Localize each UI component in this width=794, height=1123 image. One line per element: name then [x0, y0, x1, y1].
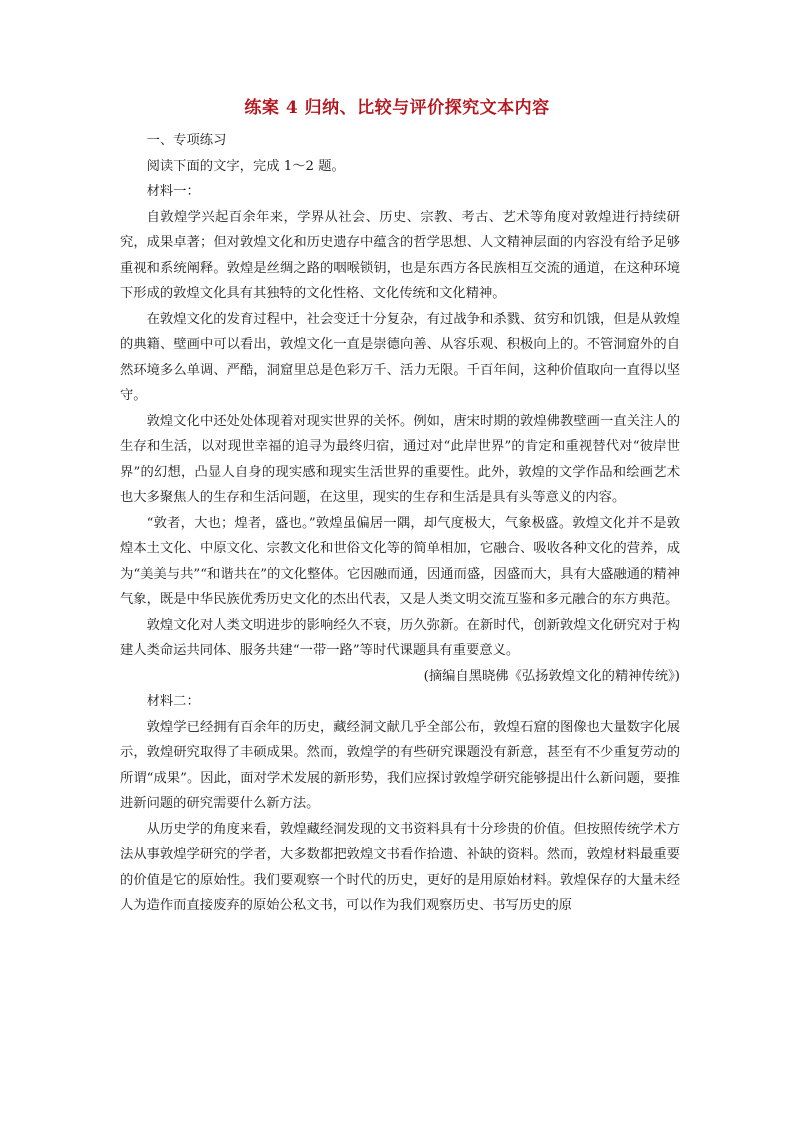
material-one-paragraph-1: 自敦煌学兴起百余年来，学界从社会、历史、宗教、考古、艺术等角度对敦煌进行持续研究，成果卓著；但对敦煌文化和历史遗存中蕴含的哲学思想、人文精神层面的内容没有给予足够重视和系统阐释。敦煌是丝绸之路的咽喉锁钥，也是东西方各民族相互交流的通道，在这种环境下形成的敦煌文化具有其独特的文化性格、文化传统和文化精神。 — [120, 209, 680, 301]
page-title: 练案 4 归纳、比较与评价探究文本内容 — [244, 98, 550, 118]
section-heading: 一、专项练习 — [146, 133, 227, 148]
material-one-label: 材料一： — [146, 184, 200, 199]
material-one-paragraph-5: 敦煌文化对人类文明进步的影响经久不衰，历久弥新。在新时代，创新敦煌文化研究对于构建人类命运共同体、服务共建“一带一路”等时代课题具有重要意义。 — [120, 617, 680, 658]
material-one-paragraph-2: 在敦煌文化的发育过程中，社会变迁十分复杂，有过战争和杀戮、贫穷和饥饿，但是从敦煌的典籍、壁画中可以看出，敦煌文化一直是崇德向善、从容乐观、积极向上的。不管洞窟外的自然环境多么单调、严酷，洞窟里总是色彩万千、活力无限。千百年间，这种价值取向一直得以坚守。 — [120, 311, 680, 403]
material-one-paragraph-3: 敦煌文化中还处处体现着对现实世界的关怀。例如，唐宋时期的敦煌佛教壁画一直关注人的生存和生活，以对现世幸福的追寻为最终归宿，通过对“此岸世界”的肯定和重视替代对“彼岸世界”的幻想，凸显人自身的现实感和现实生活世界的重要性。此外，敦煌的文学作品和绘画艺术也大多聚焦人的生存和生活问题，在这里，现实的生存和生活是具有头等意义的内容。 — [120, 413, 680, 505]
material-two-paragraph-2: 从历史学的角度来看，敦煌藏经洞发现的文书资料具有十分珍贵的价值。但按照传统学术方法从事敦煌学研究的学者，大多数都把敦煌文书看作拾遗、补缺的资料。然而，敦煌材料最重要的价值是它的原始性。我们要观察一个时代的历史，更好的是用原始材料。敦煌保存的大量未经人为造作而直接废弃的原始公私文书，可以作为我们观察历史、书写历史的原 — [120, 821, 680, 913]
material-two-paragraph-1: 敦煌学已经拥有百余年的历史，藏经洞文献几乎全部公布，敦煌石窟的图像也大量数字化展示，敦煌研究取得了丰硕成果。然而，敦煌学的有些研究课题没有新意，甚至有不少重复劳动的所谓“成果”。因此，面对学术发展的新形势，我们应探讨敦煌学研究能够提出什么新问题，要推进新问题的研究需要什么新方法。 — [120, 719, 680, 811]
instruction-text: 阅读下面的文字，完成 1～2 题。 — [146, 158, 345, 174]
material-one-source: (摘编自黑晓佛《弘扬敦煌文化的精神传统》) — [423, 668, 680, 684]
material-one-paragraph-4: “敦者，大也；煌者，盛也。”敦煌虽偏居一隅，却气度极大，气象极盛。敦煌文化并不是敦煌本土文化、中原文化、宗教文化和世俗文化等的简单相加，它融合、吸收各种文化的营养，成为“美美与共”“和谐共在”的文化整体。它因融而通，因通而盛，因盛而大，具有大盛融通的精神气象，既是中华民族优秀历史文化的杰出代表，又是人类文明交流互鉴和多元融合的东方典范。 — [120, 515, 680, 607]
document-body — [120, 128, 680, 919]
material-two-label: 材料二： — [146, 694, 200, 709]
